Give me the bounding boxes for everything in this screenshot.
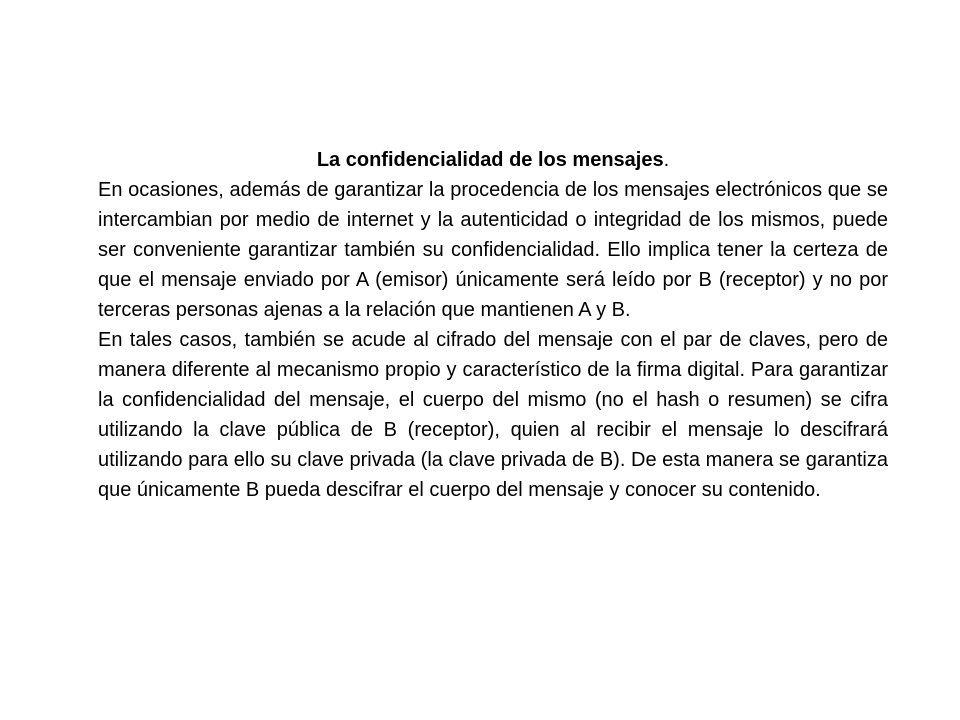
slide-title: La confidencialidad de los mensajes <box>316 149 664 171</box>
paragraph-1: En ocasiones, además de garantizar la procedencia de los mensajes electrónicos que se intercambian por medio de internet y la autenticidad o integridad de los mismos, puede ser conveniente garantizar también su confidencialidad. Ello implica tener la certeza de que el mensaje enviado por A (emisor) únicamente será leído por B (receptor) y no por terceras personas ajenas a la relación que mantienen A y B. <box>98 179 888 321</box>
title-punctuation: . <box>663 149 670 171</box>
title-line <box>98 145 888 175</box>
paragraph-2: En tales casos, también se acude al cifrado del mensaje con el par de claves, pero de manera diferente al mecanismo propio y característico de la firma digital. Para garantizar la confidencialidad del mensaje, el cuerpo del mismo (no el hash o resumen) se cifra utilizando la clave pública de B (receptor), quien al recibir el mensaje lo descifrará utilizando para ello su clave privada (la clave privada de B). De esta manera se garantiza que únicamente B pueda descifrar el cuerpo del mensaje y conocer su contenido. <box>98 329 888 501</box>
text-block <box>98 145 888 505</box>
